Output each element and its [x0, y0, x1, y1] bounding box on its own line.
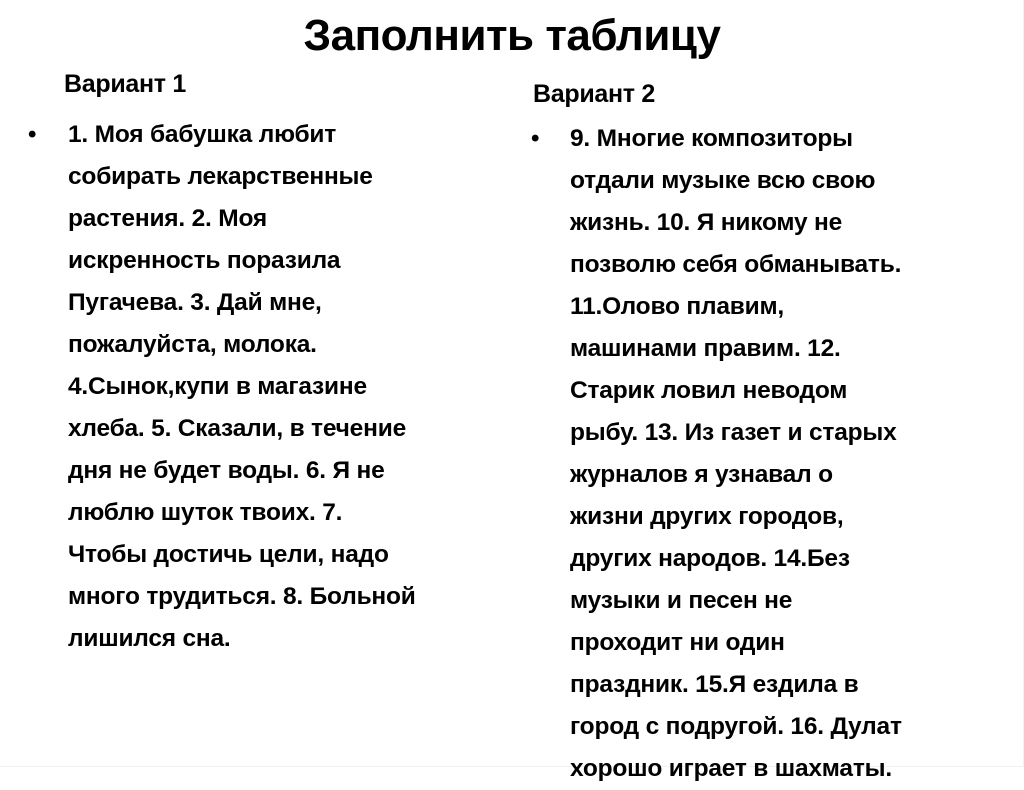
text-line: 11.Олово плавим,	[570, 293, 784, 320]
bullet-icon: •	[531, 125, 540, 152]
text-line: люблю шуток твоих. 7.	[68, 499, 343, 526]
text-line: 9. Многие композиторы	[570, 125, 853, 152]
text-line: город с подругой. 16. Дулат	[570, 713, 902, 740]
text-line: хлеба. 5. Сказали, в течение	[68, 415, 406, 442]
slide-title: Заполнить таблицу	[303, 11, 721, 60]
text-line: лишился сна.	[68, 625, 231, 652]
text-line: отдали музыке всю свою	[570, 167, 876, 194]
variant-2-text	[570, 118, 902, 790]
text-line: Пугачева. 3. Дай мне,	[68, 289, 322, 316]
text-line: проходит ни один	[570, 629, 785, 656]
text-line: дня не будет воды. 6. Я не	[68, 457, 385, 484]
text-line: 4.Сынок,купи в магазине	[68, 373, 367, 400]
text-line: растения. 2. Моя	[68, 205, 267, 232]
text-line: 1. Моя бабушка любит	[68, 121, 337, 148]
text-line: других народов. 14.Без	[570, 545, 850, 572]
variant-2-heading: Вариант 2	[533, 80, 655, 108]
text-line: рыбу. 13. Из газет и старых	[570, 419, 897, 446]
text-line: праздник. 15.Я ездила в	[570, 671, 859, 698]
variant-1-text	[68, 114, 416, 660]
text-line: Старик ловил неводом	[570, 377, 848, 404]
variant-1-heading: Вариант 1	[64, 70, 186, 98]
text-line: жизнь. 10. Я никому не	[570, 209, 843, 236]
text-line: музыки и песен не	[570, 587, 793, 614]
text-line: искренность поразила	[68, 247, 341, 274]
text-line: Чтобы достичь цели, надо	[68, 541, 389, 568]
bullet-icon: •	[28, 121, 37, 148]
text-line: много трудиться. 8. Больной	[68, 583, 416, 610]
text-line: хорошо играет в шахматы.	[570, 755, 892, 782]
text-line: журналов я узнавал о	[570, 461, 833, 488]
text-line: позволю себя обманывать.	[570, 251, 902, 278]
text-line: машинами правим. 12.	[570, 335, 841, 362]
text-line: жизни других городов,	[570, 503, 844, 530]
text-line: собирать лекарственные	[68, 163, 373, 190]
text-line: пожалуйста, молока.	[68, 331, 317, 358]
